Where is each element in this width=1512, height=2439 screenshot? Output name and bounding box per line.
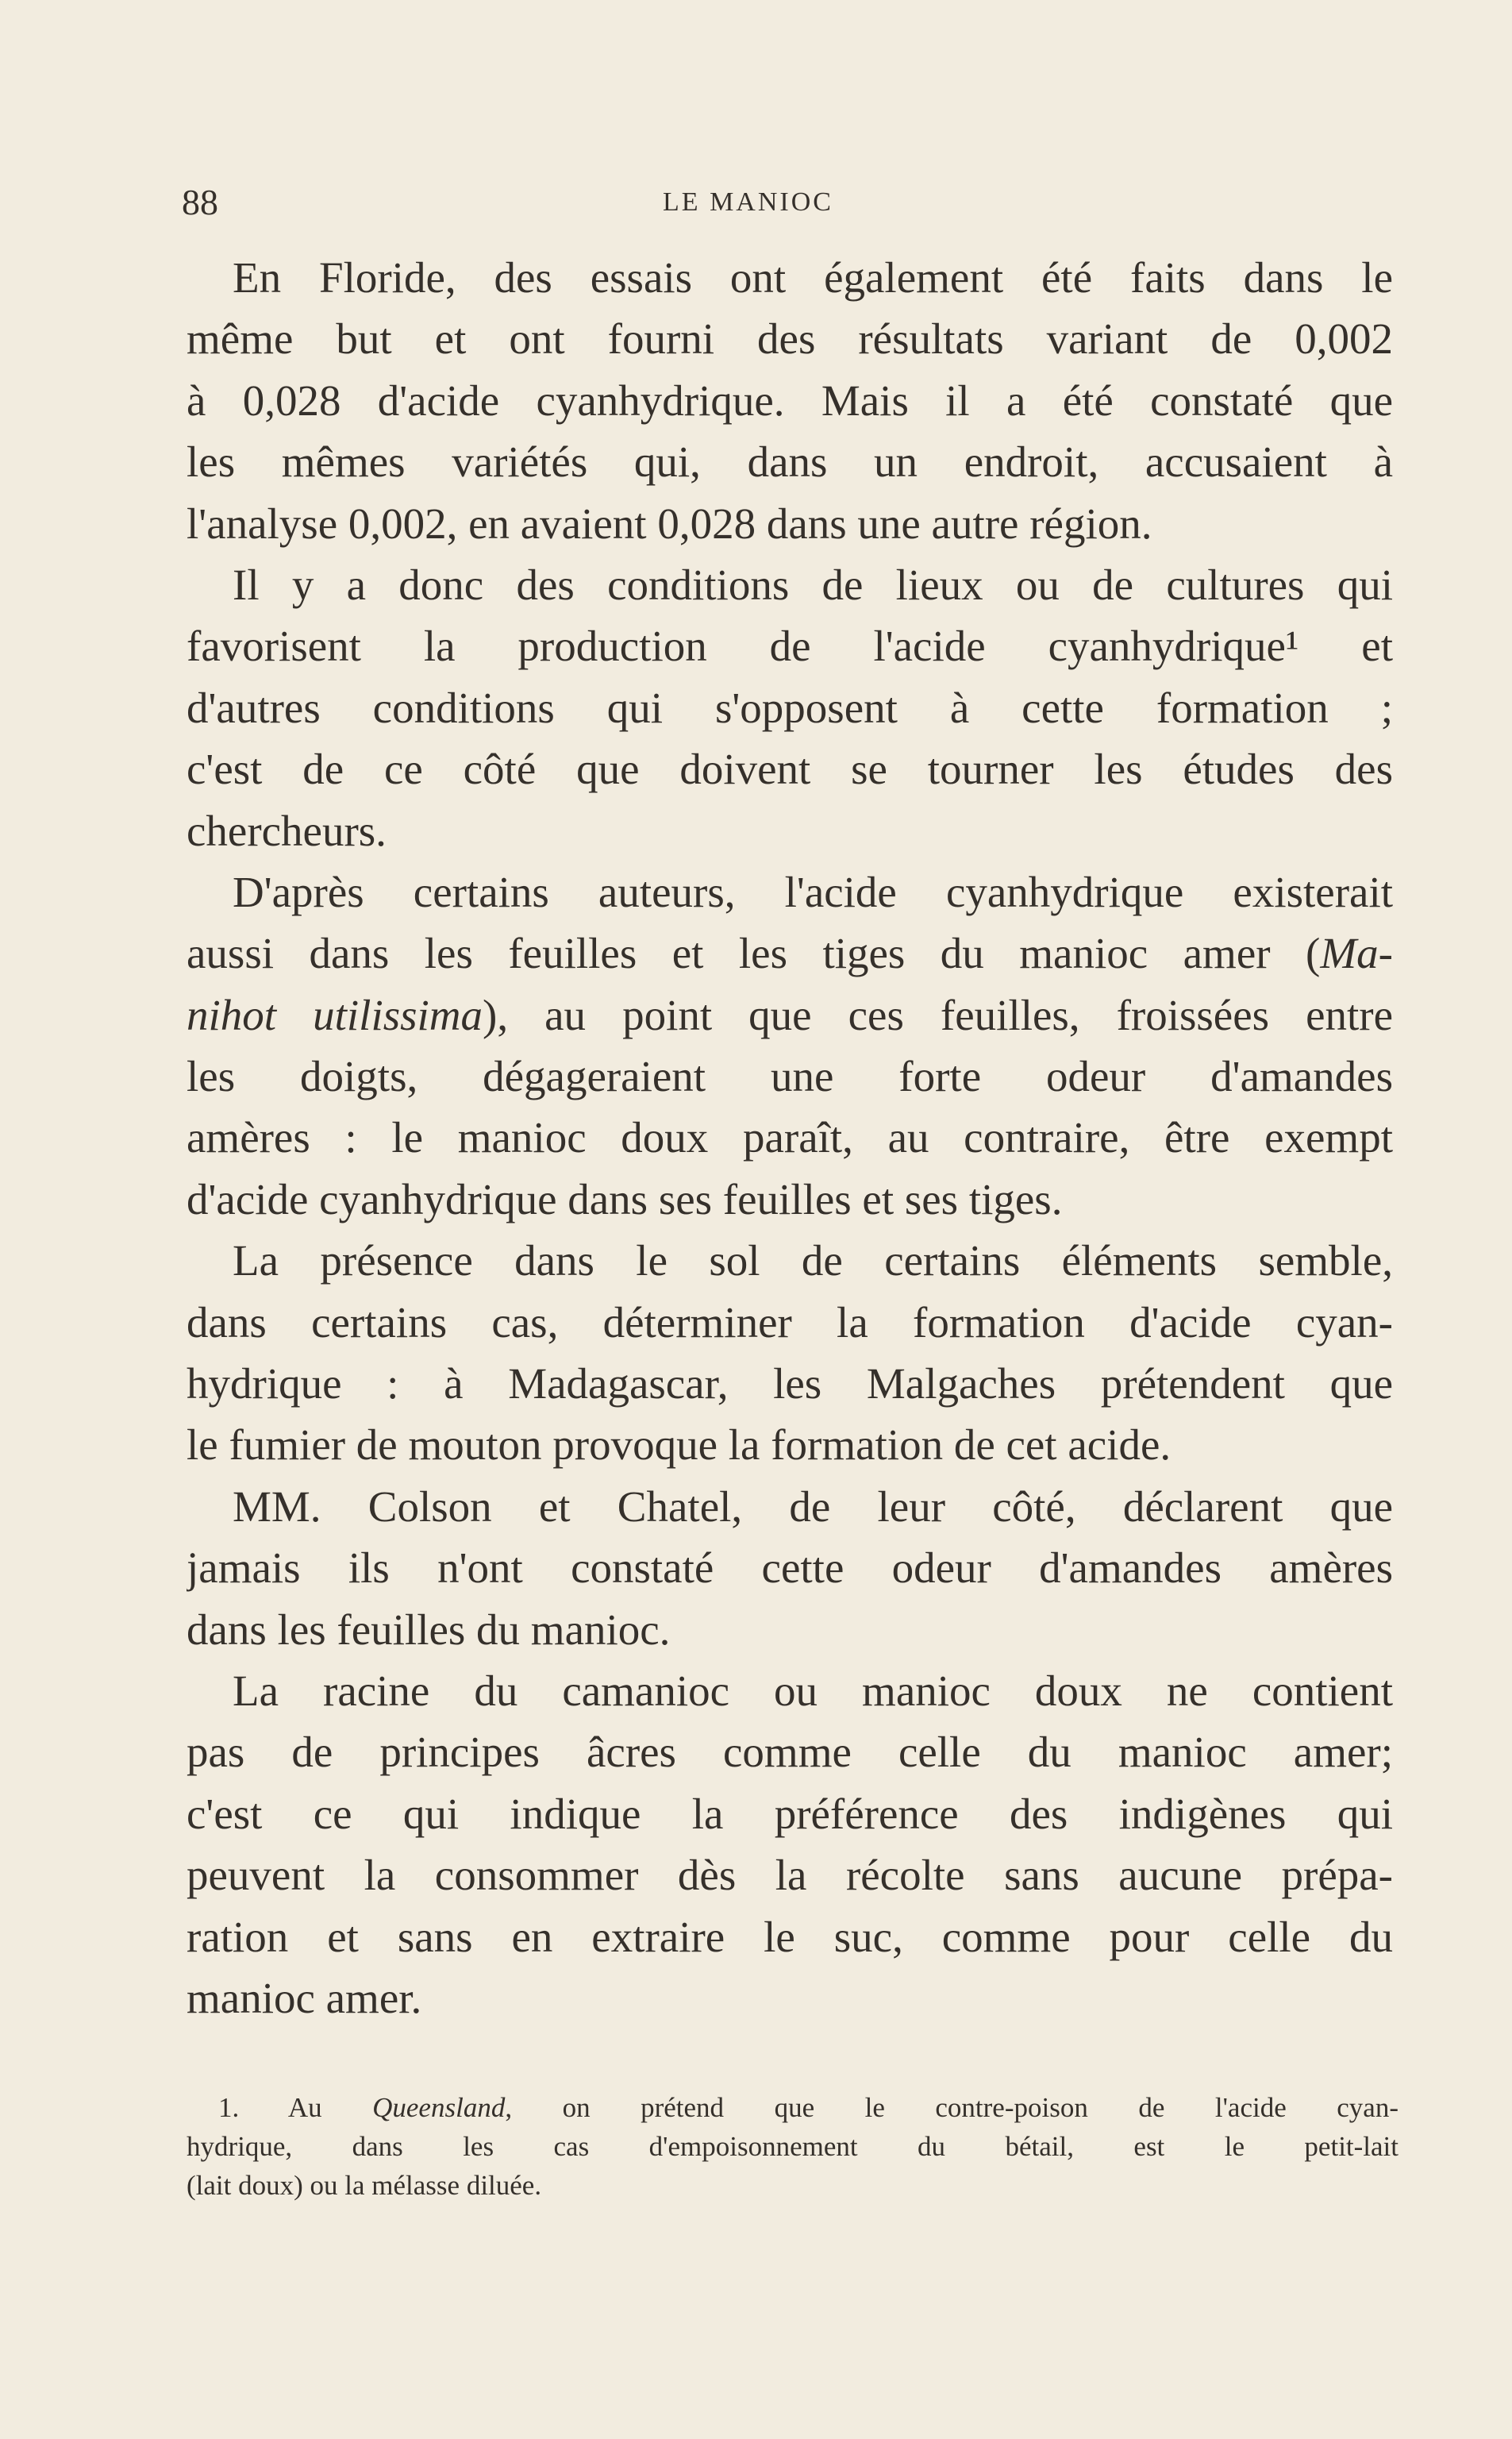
paragraph-line: c'est de ce côté que doivent se tourner les études des xyxy=(187,745,1393,794)
italic-text: nihot utilissima xyxy=(187,990,483,1039)
paragraph-line: hydrique : à Madagascar, les Malgaches prétendent que xyxy=(187,1359,1393,1408)
text-segment: , on prétend que le contre-poison de l'acide cyan- xyxy=(505,2092,1399,2123)
paragraph-line: l'analyse 0,002, en avaient 0,028 dans une autre région. xyxy=(187,499,1152,548)
paragraph-line: La racine du camanioc ou manioc doux ne contient xyxy=(233,1666,1393,1715)
paragraph-line: le fumier de mouton provoque la formation de cet acide. xyxy=(187,1420,1172,1470)
paragraph-line: ration et sans en extraire le suc, comme pour celle du xyxy=(187,1912,1393,1961)
text-segment: aussi dans les feuilles et les tiges du manioc amer ( xyxy=(187,929,1321,978)
page-number: 88 xyxy=(182,182,218,222)
paragraph-line: dans les feuilles du manioc. xyxy=(187,1605,671,1654)
text-segment: D'après certains auteurs, l'acide cyanhydrique existerait xyxy=(233,867,1393,916)
body-text xyxy=(187,247,1393,2029)
paragraph-line: dans certains cas, déterminer la formation d'acide cyan- xyxy=(187,1297,1393,1347)
paragraph-line: c'est ce qui indique la préférence des indigènes qui xyxy=(187,1789,1393,1838)
paragraph-line: d'autres conditions qui s'opposent à cette formation ; xyxy=(187,683,1393,732)
paragraph-line: manioc amer. xyxy=(187,1973,422,2022)
paragraph-line: les mêmes variétés qui, dans un endroit, accusaient à xyxy=(187,437,1393,487)
paragraph-line: même but et ont fourni des résultats variant de 0,002 xyxy=(187,314,1393,364)
paragraph-line: Il y a donc des conditions de lieux ou de cultures qui xyxy=(233,560,1393,609)
paragraph-line: favorisent la production de l'acide cyanhydrique¹ et xyxy=(187,622,1393,671)
paragraph-line: En Floride, des essais ont également été faits dans le xyxy=(233,253,1393,302)
text-segment: amères : le manioc doux paraît, au contraire, être exempt xyxy=(187,1113,1393,1162)
text-segment: les doigts, dégageraient une forte odeur d'amandes xyxy=(187,1052,1393,1101)
paragraph-line: peuvent la consommer dès la récolte sans aucune prépa- xyxy=(187,1851,1393,1900)
paragraph-line: jamais ils n'ont constaté cette odeur d'amandes amères xyxy=(187,1543,1393,1593)
paragraph-line xyxy=(187,861,1393,923)
text-segment: hydrique, dans les cas d'empoisonnement du bétail, est le petit-lait xyxy=(187,2131,1399,2162)
paragraph-line xyxy=(187,923,1393,984)
footnote-line xyxy=(187,2166,1399,2205)
paragraph-line xyxy=(187,1169,1393,1230)
text-segment: (lait doux) ou la mélasse diluée. xyxy=(187,2170,542,2201)
footnote-line xyxy=(187,2127,1399,2166)
paragraph-line: La présence dans le sol de certains éléments semble, xyxy=(233,1236,1393,1285)
footnote xyxy=(187,2088,1399,2205)
paragraph-line: chercheurs. xyxy=(187,806,387,855)
text-segment: 1. Au xyxy=(218,2092,373,2123)
text-segment: ), au point que ces feuilles, froissées entre xyxy=(483,990,1393,1039)
paragraph-line xyxy=(187,1107,1393,1168)
paragraph-line xyxy=(187,1046,1393,1107)
running-title: LE MANIOC xyxy=(663,187,833,217)
text-segment: d'acide cyanhydrique dans ses feuilles et ses tiges. xyxy=(187,1174,1063,1223)
paragraph-line: pas de principes âcres comme celle du manioc amer; xyxy=(187,1728,1393,1777)
paragraph-line: MM. Colson et Chatel, de leur côté, déclarent que xyxy=(233,1482,1393,1531)
paragraph-line xyxy=(187,984,1393,1046)
footnote-line xyxy=(187,2088,1399,2127)
italic-text: Ma- xyxy=(1320,929,1393,978)
paragraph-line: à 0,028 d'acide cyanhydrique. Mais il a été constaté que xyxy=(187,376,1393,425)
italic-text: Queensland xyxy=(372,2092,506,2123)
